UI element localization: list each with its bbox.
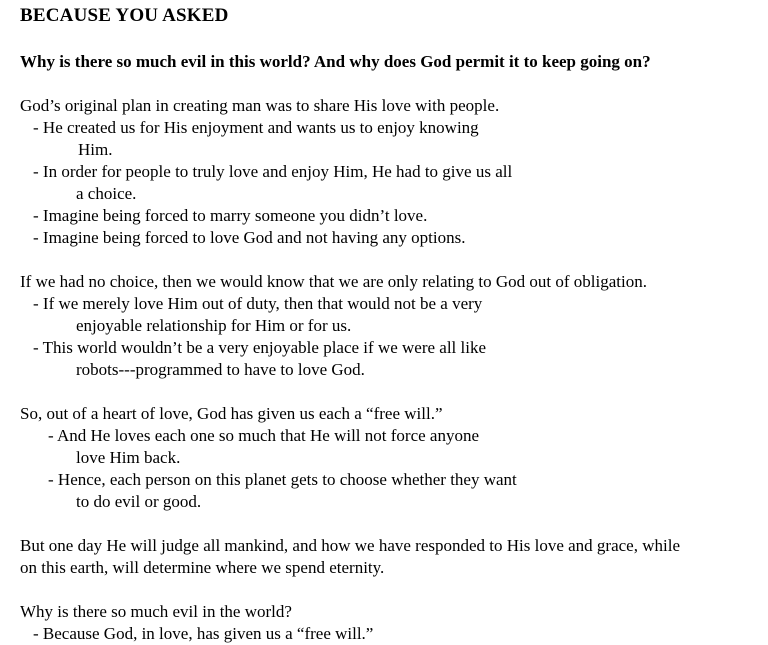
section2-intro: If we had no choice, then we would know that we are only relating to God out of obligation.: [20, 272, 647, 291]
section2-line: robots---programmed to have to love God.: [76, 360, 365, 379]
section2-line: enjoyable relationship for Him or for us.: [76, 316, 352, 335]
section3-line: - And He loves each one so much that He will not force anyone: [48, 426, 480, 445]
section3-line: love Him back.: [76, 448, 181, 467]
document-heading: BECAUSE YOU ASKED: [20, 5, 229, 26]
section3-intro: So, out of a heart of love, God has given us each a “free will.”: [20, 404, 443, 423]
section1-line: - Imagine being forced to marry someone you didn’t love.: [33, 206, 428, 225]
section2-line: - If we merely love Him out of duty, then that would not be a very: [33, 294, 483, 313]
section1-line: - He created us for His enjoyment and wants us to enjoy knowing: [33, 118, 479, 137]
document-question: Why is there so much evil in this world? And why does God permit it to keep going on?: [20, 52, 651, 71]
section3-line: - Hence, each person on this planet gets to choose whether they want: [48, 470, 517, 489]
section1-intro: God’s original plan in creating man was to share His love with people.: [20, 96, 500, 115]
section2-line: - This world wouldn’t be a very enjoyable place if we were all like: [33, 338, 487, 357]
section5-intro: Why is there so much evil in the world?: [20, 602, 292, 621]
section4-line: But one day He will judge all mankind, and how we have responded to His love and grace, while: [20, 536, 680, 555]
section1-line: a choice.: [76, 184, 137, 203]
section1-line: Him.: [78, 140, 113, 159]
section4-line: on this earth, will determine where we spend eternity.: [20, 558, 385, 577]
section3-line: to do evil or good.: [76, 492, 202, 511]
section5-line: - Because God, in love, has given us a “free will.”: [33, 624, 374, 643]
section1-line: - Imagine being forced to love God and not having any options.: [33, 228, 466, 247]
section1-line: - In order for people to truly love and enjoy Him, He had to give us all: [33, 162, 513, 181]
